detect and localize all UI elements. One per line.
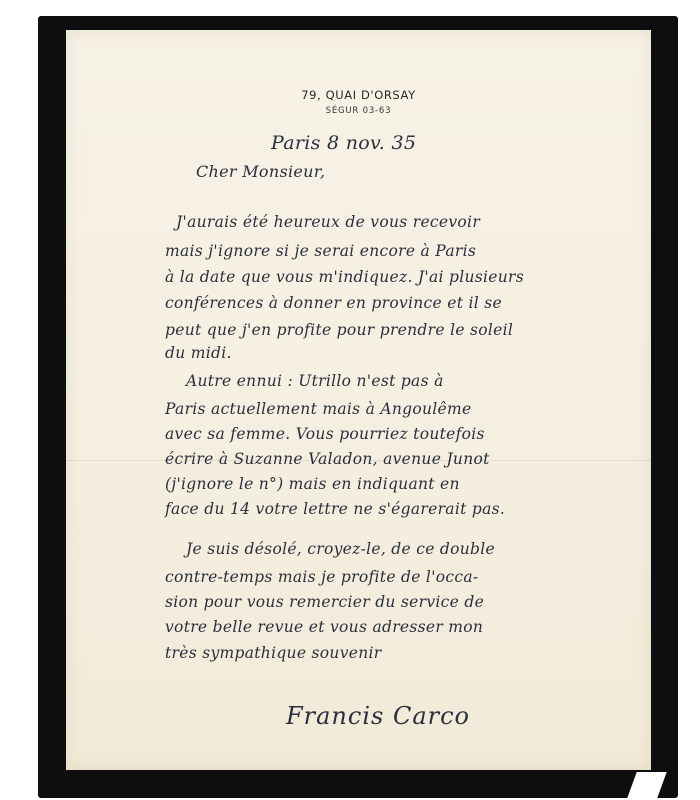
- letter-sheet: [66, 30, 651, 770]
- letter-line: Je suis désolé, croyez-le, de ce double: [186, 540, 495, 558]
- signature: Francis Carco: [286, 702, 470, 730]
- letter-line: très sympathique souvenir: [165, 644, 382, 662]
- letter-line: du midi.: [165, 344, 232, 362]
- letter-line: écrire à Suzanne Valadon, avenue Junot: [165, 450, 490, 468]
- letter-line: Paris actuellement mais à Angoulême: [165, 400, 472, 418]
- letterhead-phone: SÉGUR 03-63: [325, 106, 392, 116]
- letter-line: contre-temps mais je profite de l'occa-: [165, 568, 479, 586]
- letter-line: conférences à donner en province et il se: [165, 294, 502, 312]
- torn-corner: [627, 772, 666, 798]
- letter-line: J'aurais été heureux de vous recevoir: [176, 213, 481, 231]
- letter-line: votre belle revue et vous adresser mon: [165, 618, 484, 636]
- letter-line: mais j'ignore si je serai encore à Paris: [165, 242, 477, 260]
- letterhead-address: 79, QUAI D'ORSAY: [301, 88, 416, 102]
- letter-line: sion pour vous remercier du service de: [165, 593, 485, 611]
- letter-line: avec sa femme. Vous pourriez toutefois: [165, 425, 485, 443]
- letter-salutation: Cher Monsieur,: [196, 162, 326, 181]
- letter-line: (j'ignore le n°) mais en indiquant en: [165, 475, 460, 493]
- letter-date: Paris 8 nov. 35: [271, 132, 417, 154]
- letter-line: peut que j'en profite pour prendre le soleil: [165, 321, 514, 339]
- letter-line: à la date que vous m'indiquez. J'ai plusieurs: [165, 268, 525, 286]
- letter-line: face du 14 votre lettre ne s'égarerait pas.: [165, 500, 506, 518]
- letter-line: Autre ennui : Utrillo n'est pas à: [186, 372, 444, 390]
